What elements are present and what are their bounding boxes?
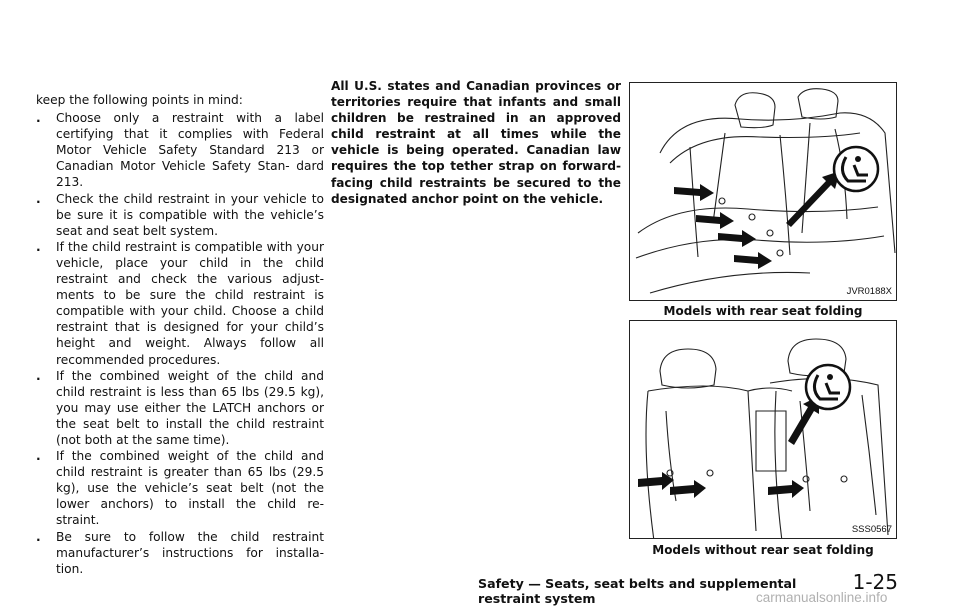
bullet-mark: . [36, 239, 41, 254]
left-column [36, 92, 324, 577]
intro-text: keep the following points in mind: [36, 93, 243, 107]
figure-rear-seat-folding [629, 82, 897, 301]
section-title: Safety — Seats, seat belts and supplemental restraint system [478, 576, 797, 606]
figure-code: JVR0188X [846, 286, 892, 297]
list-item: . Be sure to follow the child restraint manufacturer’s instructions for installa- tion. [36, 529, 324, 576]
bullet-mark: . [36, 368, 41, 383]
watermark: carmanualsonline.info [756, 590, 888, 605]
bullet-mark: . [36, 191, 41, 206]
bullet-mark: . [36, 529, 41, 544]
figure-code: SSS0567 [851, 524, 892, 535]
list-item: . If the combined weight of the child and child restraint is greater than 65 lbs (29.5 kg), use the vehicle’s seat belt (not the lower anchors) to install the child re- straint. [36, 449, 324, 528]
child-restraint-law-paragraph: All U.S. states and Canadian provinces or territories require that infants and small children be restrained in an approved child restraint at all times while the vehicle is being operated. Canadian law requires the top tether strap on forward-facing child restraints be secured to the designated anchor point on the vehicle. [331, 79, 621, 206]
child-seat-symbol-icon [834, 147, 878, 191]
rear-seat-illustration [630, 321, 897, 539]
bullet-mark: . [36, 111, 41, 126]
list-item: . If the child restraint is compatible with your vehicle, place your child in the child restraint and check the various adjust- ments to be sure the child restraint is compatible with your child. Choose a child restraint that is designed for your child’s height and weight. Always follow all recommended procedures. [36, 239, 324, 367]
figure-no-rear-seat-folding [629, 320, 897, 539]
bullet-mark: . [36, 449, 41, 464]
child-seat-symbol-icon [806, 365, 850, 409]
list-item: . Check the child restraint in your vehicle to be sure it is compatible with the vehicle’s seat and seat belt system. [36, 191, 324, 238]
list-item: . If the combined weight of the child and child restraint is less than 65 lbs (29.5 kg), you may use either the LATCH anchors or the seat belt to install the child restraint (not both at the same time). [36, 368, 324, 447]
bullet-list [36, 110, 324, 577]
page-number: 1-25 [852, 570, 898, 594]
figure-caption: Models with rear seat folding [663, 304, 863, 318]
list-item: . Choose only a restraint with a label certifying that it complies with Federal Motor Vehicle Safety Standard 213 or Canadian Motor Vehicle Safety Stan- dard 213. [36, 111, 324, 190]
rear-seat-illustration [630, 83, 897, 301]
figure-caption: Models without rear seat folding [652, 543, 874, 557]
